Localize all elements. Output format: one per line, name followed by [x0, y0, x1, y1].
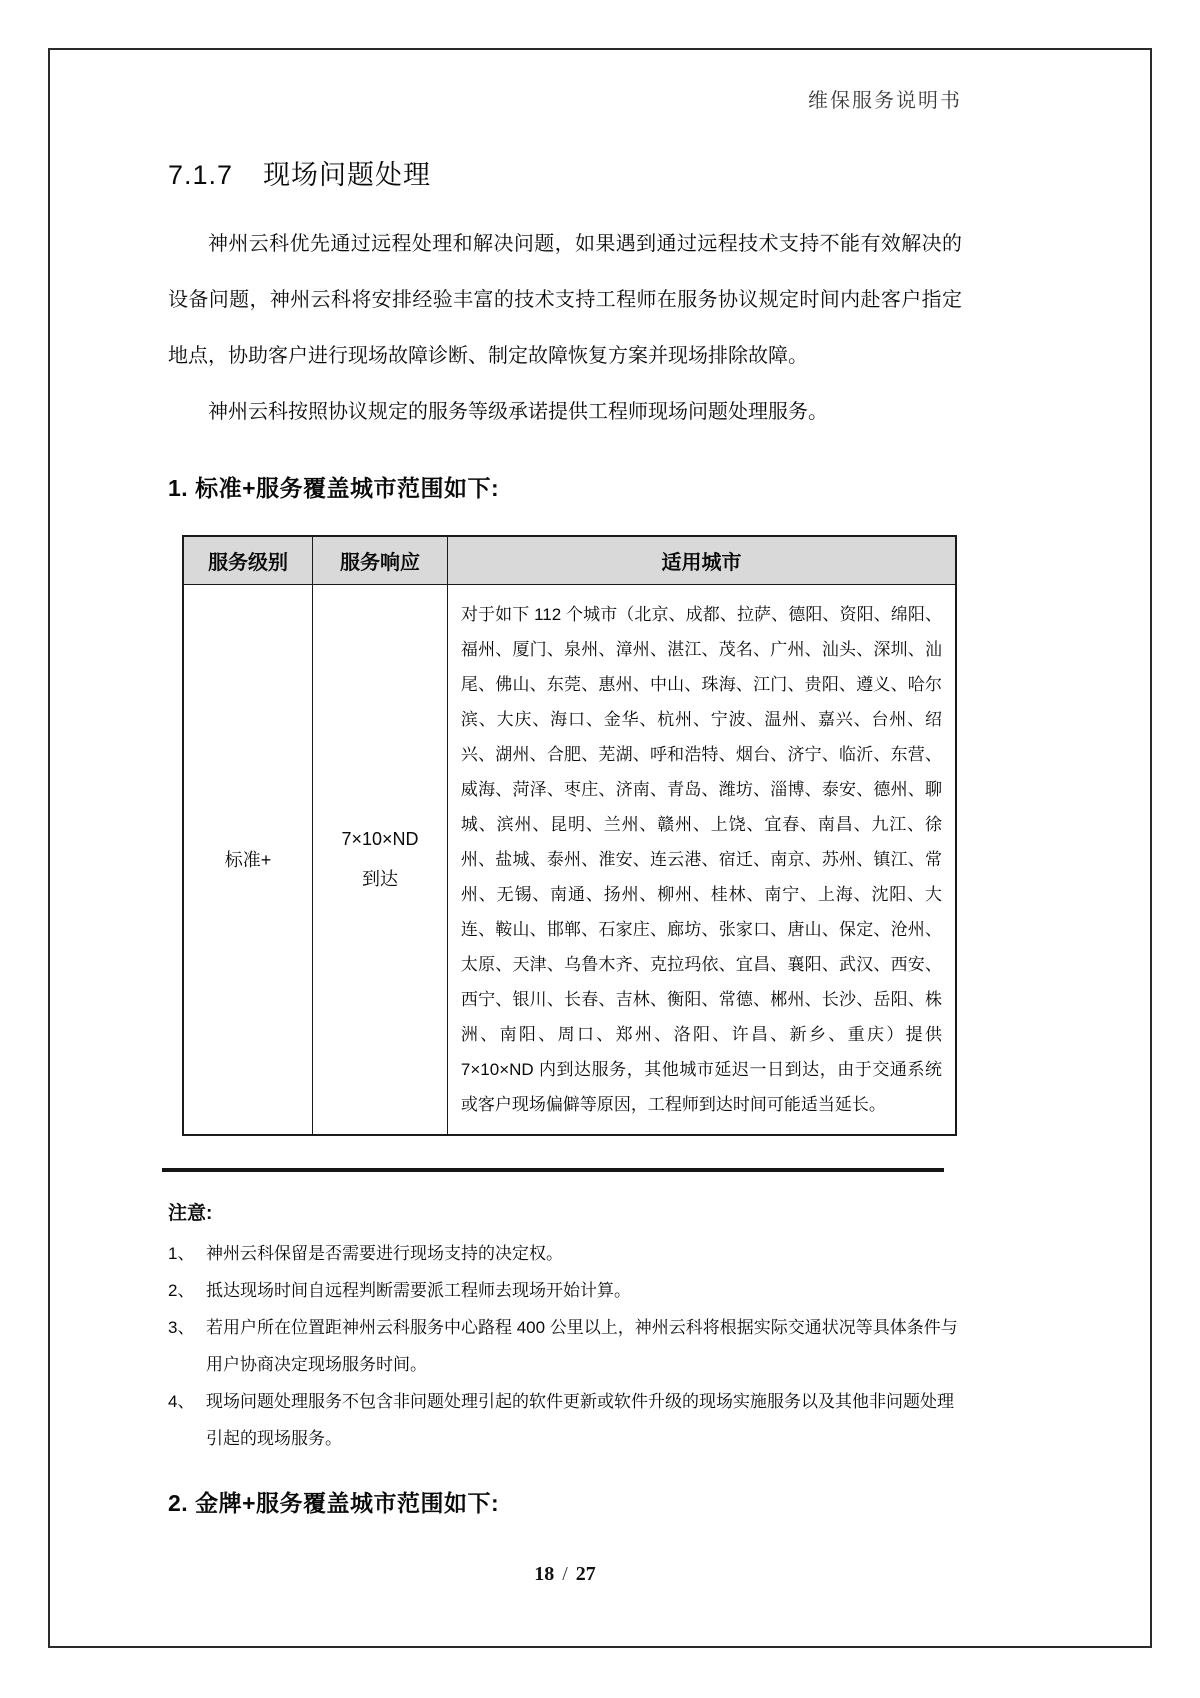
heading-standard-plus-coverage: 1. 标准+服务覆盖城市范围如下: [168, 475, 500, 501]
note-text: 现场问题处理服务不包含非问题处理引起的软件更新或软件升级的现场实施服务以及其他非问题处理引起的现场服务。 [206, 1391, 954, 1448]
header-title: 维保服务说明书 [808, 90, 962, 112]
notes-list [168, 1235, 962, 1457]
page-number-total: 27 [575, 1563, 596, 1585]
note-text: 抵达现场时间自远程判断需要派工程师去现场开始计算。 [206, 1280, 631, 1300]
table-header-service-response: 服务响应 [313, 536, 448, 584]
service-coverage-table [182, 535, 957, 1136]
page-number-separator: / [562, 1563, 568, 1585]
table-row [183, 584, 956, 1135]
note-item-2 [168, 1272, 962, 1309]
notes-heading: 注意: [168, 1202, 213, 1224]
page-content [168, 50, 962, 1646]
page-footer [168, 1563, 962, 1586]
paragraph-onsite-intro: 神州云科优先通过远程处理和解决问题，如果遇到通过远程技术支持不能有效解决的设备问题，神州云科将安排经验丰富的技术支持工程师在服务协议规定时间内赴客户指定地点，协助客户进行现场故障诊断、制定故障恢复方案并现场排除故障。 [168, 233, 962, 367]
note-item-4 [168, 1383, 962, 1457]
cell-applicable-cities: 对于如下 112 个城市（北京、成都、拉萨、德阳、资阳、绵阳、福州、厦门、泉州、漳州、湛江、茂名、广州、汕头、深圳、汕尾、佛山、东莞、惠州、中山、珠海、江门、贵阳、遵义、哈尔滨、大庆、海口、金华、杭州、宁波、温州、嘉兴、台州、绍兴、湖州、合肥、芜湖、呼和浩特、烟台、济宁、临沂、东营、威海、菏泽、枣庄、济南、青岛、潍坊、淄博、泰安、德州、聊城、滨州、昆明、兰州、赣州、上饶、宜春、南昌、九江、徐州、盐城、泰州、淮安、连云港、宿迁、南京、苏州、镇江、常州、无锡、南通、扬州、柳州、桂林、南宁、上海、沈阳、大连、鞍山、邯郸、石家庄、廊坊、张家口、唐山、保定、沧州、太原、天津、乌鲁木齐、克拉玛依、宜昌、襄阳、武汉、西安、西宁、银川、长春、吉林、衡阳、常德、郴州、长沙、岳阳、株洲、南阳、周口、郑州、洛阳、许昌、新乡、重庆）提供 7×10×ND 内到达服务，其他城市延迟一日到达，由于交通系统或客户现场偏僻等原因，工程师到达时间可能适当延长。 [447, 584, 956, 1135]
table-header-row [183, 536, 956, 584]
note-text: 神州云科保留是否需要进行现场支持的决定权。 [206, 1243, 563, 1263]
note-item-3 [168, 1309, 962, 1383]
table-header-service-level: 服务级别 [183, 536, 313, 584]
note-number: 2、 [168, 1280, 195, 1300]
service-response-line-1: 7×10×ND [341, 829, 419, 849]
section-divider-line [162, 1168, 944, 1172]
table-header-applicable-cities: 适用城市 [447, 536, 956, 584]
page-border-frame [48, 48, 1152, 1648]
section-number: 7.1.7 [168, 160, 234, 190]
cell-service-response [313, 584, 448, 1135]
note-number: 3、 [168, 1317, 195, 1337]
document-header [168, 84, 962, 113]
note-number: 1、 [168, 1243, 195, 1263]
service-response-line-2: 到达 [362, 869, 399, 889]
note-number: 4、 [168, 1391, 195, 1411]
paragraph-service-commitment: 神州云科按照协议规定的服务等级承诺提供工程师现场问题处理服务。 [208, 401, 828, 423]
section-title: 现场问题处理 [263, 160, 432, 190]
page-number-current: 18 [534, 1563, 555, 1585]
section-heading [168, 153, 962, 192]
heading-gold-plus-coverage: 2. 金牌+服务覆盖城市范围如下: [168, 1489, 500, 1516]
note-text: 若用户所在位置距神州云科服务中心路程 400 公里以上，神州云科将根据实际交通状况等具体条件与用户协商决定现场服务时间。 [206, 1317, 958, 1374]
cell-service-level: 标准+ [183, 584, 313, 1135]
note-item-1 [168, 1235, 962, 1272]
